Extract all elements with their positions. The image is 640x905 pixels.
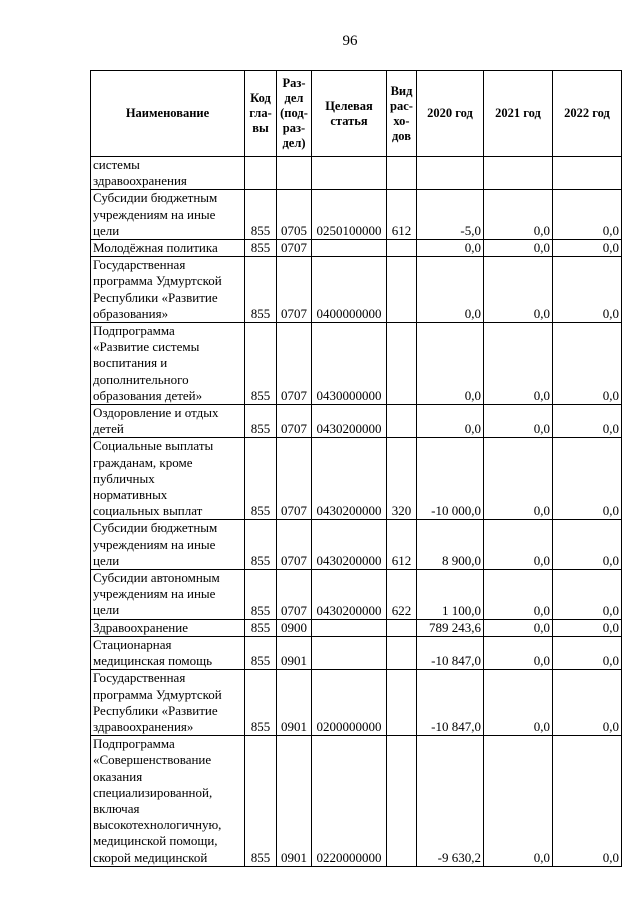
cell-expense-type: [387, 405, 417, 438]
cell-expense-type: [387, 157, 417, 190]
cell-2022: 0,0: [553, 240, 622, 257]
cell-2021: 0,0: [484, 190, 553, 240]
table-row: [91, 405, 622, 438]
cell-2020: 0,0: [417, 240, 484, 257]
table-row: [91, 520, 622, 570]
cell-2021: 0,0: [484, 570, 553, 620]
cell-name: Подпрограмма «Развитие системы воспитания и дополнительного образования детей»: [91, 323, 245, 405]
cell-2020: 789 243,6: [417, 619, 484, 636]
cell-name: Государственная программа Удмуртской Республики «Развитие образования»: [91, 257, 245, 323]
table-row: [91, 736, 622, 867]
cell-2022: 0,0: [553, 257, 622, 323]
cell-chapter-code: 855: [245, 257, 277, 323]
cell-name: Подпрограмма «Совершенствование оказания специализированной, включая высокотехнологичную, медицинской помощи, скорой медицинской: [91, 736, 245, 867]
cell-name: Оздоровление и отдых детей: [91, 405, 245, 438]
cell-2021: 0,0: [484, 670, 553, 736]
cell-section: 0901: [277, 636, 312, 669]
table-header-row: [91, 71, 622, 157]
cell-name: Субсидии бюджетным учреждениям на иные цели: [91, 190, 245, 240]
cell-name: Государственная программа Удмуртской Республики «Развитие здравоохранения»: [91, 670, 245, 736]
cell-2022: 0,0: [553, 570, 622, 620]
cell-2020: 0,0: [417, 257, 484, 323]
cell-expense-type: [387, 619, 417, 636]
cell-2021: 0,0: [484, 240, 553, 257]
cell-section: 0707: [277, 323, 312, 405]
cell-chapter-code: 855: [245, 438, 277, 520]
header-chapter-code: Код гла- вы: [245, 71, 277, 157]
cell-target-article: 0430200000: [312, 520, 387, 570]
cell-target-article: 0200000000: [312, 670, 387, 736]
header-target-article: Целевая статья: [312, 71, 387, 157]
budget-table: [90, 70, 622, 867]
table-row: [91, 438, 622, 520]
cell-2020: -10 847,0: [417, 670, 484, 736]
cell-section: 0707: [277, 438, 312, 520]
cell-chapter-code: 855: [245, 570, 277, 620]
cell-2021: 0,0: [484, 619, 553, 636]
cell-2020: -9 630,2: [417, 736, 484, 867]
cell-section: 0707: [277, 405, 312, 438]
cell-expense-type: [387, 736, 417, 867]
header-section: Раз- дел (под- раз- дел): [277, 71, 312, 157]
cell-expense-type: 320: [387, 438, 417, 520]
cell-chapter-code: 855: [245, 636, 277, 669]
cell-name: Социальные выплаты гражданам, кроме публичных нормативных социальных выплат: [91, 438, 245, 520]
cell-2021: [484, 157, 553, 190]
cell-expense-type: 612: [387, 520, 417, 570]
cell-section: 0707: [277, 240, 312, 257]
cell-2022: 0,0: [553, 619, 622, 636]
cell-2022: 0,0: [553, 323, 622, 405]
cell-target-article: [312, 619, 387, 636]
table-row: [91, 570, 622, 620]
cell-2020: -10 000,0: [417, 438, 484, 520]
cell-2020: [417, 157, 484, 190]
cell-2022: 0,0: [553, 438, 622, 520]
cell-expense-type: [387, 636, 417, 669]
cell-name: Субсидии автономным учреждениям на иные цели: [91, 570, 245, 620]
table-row: [91, 670, 622, 736]
cell-target-article: 0430000000: [312, 323, 387, 405]
cell-2022: 0,0: [553, 636, 622, 669]
cell-section: 0901: [277, 736, 312, 867]
cell-2020: 1 100,0: [417, 570, 484, 620]
cell-target-article: [312, 636, 387, 669]
cell-2020: -5,0: [417, 190, 484, 240]
cell-chapter-code: 855: [245, 520, 277, 570]
cell-target-article: 0220000000: [312, 736, 387, 867]
cell-name: Здравоохранение: [91, 619, 245, 636]
table-row: [91, 157, 622, 190]
cell-name: Молодёжная политика: [91, 240, 245, 257]
header-2022: 2022 год: [553, 71, 622, 157]
cell-expense-type: 612: [387, 190, 417, 240]
cell-chapter-code: 855: [245, 323, 277, 405]
header-2020: 2020 год: [417, 71, 484, 157]
cell-2020: -10 847,0: [417, 636, 484, 669]
table-row: [91, 323, 622, 405]
cell-target-article: 0430200000: [312, 438, 387, 520]
table-row: [91, 190, 622, 240]
cell-2021: 0,0: [484, 438, 553, 520]
cell-name: Субсидии бюджетным учреждениям на иные цели: [91, 520, 245, 570]
cell-section: 0707: [277, 570, 312, 620]
cell-2022: 0,0: [553, 520, 622, 570]
cell-2022: [553, 157, 622, 190]
cell-2020: 0,0: [417, 323, 484, 405]
cell-2021: 0,0: [484, 636, 553, 669]
cell-target-article: 0250100000: [312, 190, 387, 240]
cell-chapter-code: 855: [245, 405, 277, 438]
cell-target-article: [312, 240, 387, 257]
table-row: [91, 257, 622, 323]
cell-section: 0707: [277, 257, 312, 323]
cell-chapter-code: 855: [245, 670, 277, 736]
cell-2022: 0,0: [553, 736, 622, 867]
cell-expense-type: [387, 323, 417, 405]
header-name: Наименование: [91, 71, 245, 157]
header-2021: 2021 год: [484, 71, 553, 157]
cell-2021: 0,0: [484, 257, 553, 323]
cell-name: системы здравоохранения: [91, 157, 245, 190]
cell-section: 0705: [277, 190, 312, 240]
header-expense-type: Вид рас- хо- дов: [387, 71, 417, 157]
cell-2020: 0,0: [417, 405, 484, 438]
cell-chapter-code: 855: [245, 619, 277, 636]
cell-section: 0900: [277, 619, 312, 636]
cell-2021: 0,0: [484, 405, 553, 438]
cell-2022: 0,0: [553, 670, 622, 736]
cell-2022: 0,0: [553, 405, 622, 438]
cell-chapter-code: 855: [245, 190, 277, 240]
cell-2021: 0,0: [484, 323, 553, 405]
cell-2021: 0,0: [484, 736, 553, 867]
table-row: [91, 240, 622, 257]
cell-section: [277, 157, 312, 190]
cell-section: 0901: [277, 670, 312, 736]
cell-target-article: 0430200000: [312, 405, 387, 438]
cell-name: Стационарная медицинская помощь: [91, 636, 245, 669]
cell-expense-type: 622: [387, 570, 417, 620]
cell-target-article: 0430200000: [312, 570, 387, 620]
cell-target-article: [312, 157, 387, 190]
cell-2021: 0,0: [484, 520, 553, 570]
cell-target-article: 0400000000: [312, 257, 387, 323]
cell-expense-type: [387, 670, 417, 736]
cell-2020: 8 900,0: [417, 520, 484, 570]
cell-expense-type: [387, 257, 417, 323]
page-number: 96: [342, 33, 358, 49]
cell-2022: 0,0: [553, 190, 622, 240]
cell-chapter-code: 855: [245, 736, 277, 867]
table-row: [91, 619, 622, 636]
table-row: [91, 636, 622, 669]
cell-section: 0707: [277, 520, 312, 570]
cell-chapter-code: 855: [245, 240, 277, 257]
cell-chapter-code: [245, 157, 277, 190]
cell-expense-type: [387, 240, 417, 257]
